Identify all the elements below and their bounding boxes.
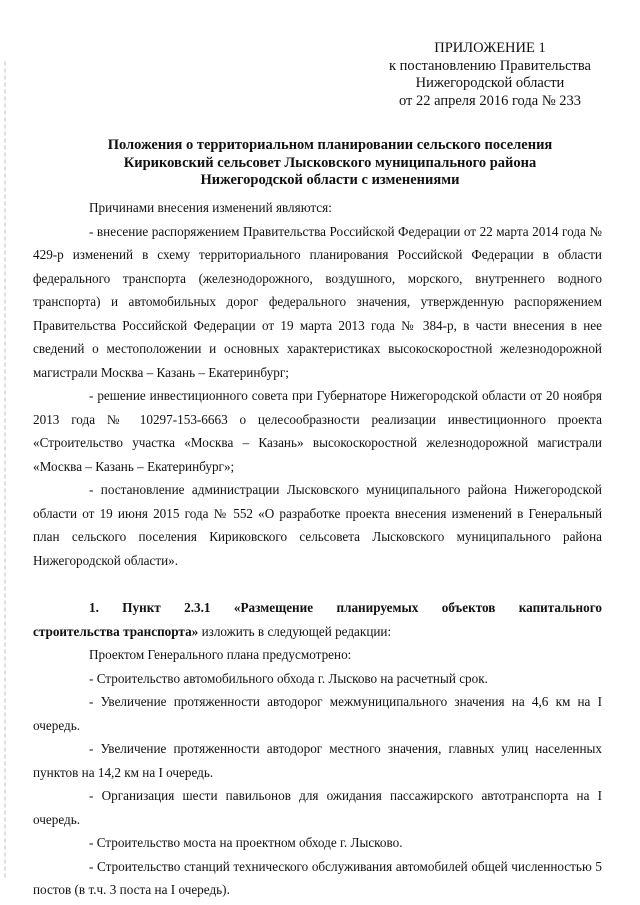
plan-item: - Увеличение протяженности автодорог межмуниципального значения на 4,6 км на I очередь. [33,694,602,733]
appendix-resolution: к постановлению Правительства [389,57,591,74]
intro-item-1: - внесение распоряжением Правительства Российской Федерации от 22 марта 2014 года № 429-р изменений в схему территориального планирования Российской Федерации в области федерального транспорта (железнодорожного, воздушного, морского, внутреннего водного транспорта) и автомобильных дорог федерального значения, утвержденную распоряжением Правительства Российской Федерации от 19 марта 2013 года № 384-р, в части внесения в нее сведений о местоположении и основных характеристиках высокоскоростной железнодорожной магистрали Москва – Казань – Екатеринбург; [33,223,602,380]
appendix-header [370,40,610,110]
clause-word: капитального [518,600,602,615]
clause-word: Пункт [122,600,161,615]
document-body [33,196,602,902]
document-title [60,137,600,190]
appendix-title: ПРИЛОЖЕНИЕ 1 [434,40,546,56]
clause-bold-cont: строительства транспорта» [33,623,199,639]
plan-item: - Строительство моста на проектном обходе г. Лысково. [89,835,403,850]
intro-lead: Причинами внесения изменений являются: [89,200,332,215]
clause-word: «Размещение [233,600,314,615]
clause-word: объектов [441,600,496,615]
scan-margin-dots [4,60,6,880]
clause-ref: 2.3.1 [184,600,211,615]
plan-item: - Организация шести павильонов для ожидания пассажирского автотранспорта на I очередь. [33,788,602,827]
intro-item-2: - решение инвестиционного совета при Губернаторе Нижегородской области от 20 ноября 2013 года № 10297-153-6663 о целесообразности реализации инвестиционного проекта «Строительство участка «Москва – Казань» высокоскоростной железнодорожной магистрали «Москва – Казань – Екатеринбург»; [33,388,602,474]
title-line-2: Кириковский сельсовет Лысковского муниципального района [123,154,537,171]
clause-cont: изложить в следующей редакции: [198,623,392,639]
appendix-date: от 22 апреля 2016 года № 233 [398,92,582,109]
plan-item: - Увеличение протяженности автодорог местного значения, главных улиц населенных пунктов на 14,2 км на I очередь. [33,741,602,780]
clause-number: 1. [89,600,99,615]
title-line-3: Нижегородской области с изменениями [200,172,460,188]
plan-item: - Строительство автомобильного обхода г. Лысково на расчетный срок. [89,670,488,686]
plan-lead: Проектом Генерального плана предусмотрено: [89,647,352,662]
plan-item: - Строительство станций технического обслуживания автомобилей общей численностью 5 постов (в т.ч. 3 поста на I очередь). [33,858,602,897]
intro-item-3: - постановление администрации Лысковского муниципального района Нижегородской области от 19 июня 2015 года № 552 «О разработке проекта внесения изменений в Генеральный план сельского поселения Кириковского сельсовета Лысковского муниципального района Нижегородской области». [33,482,602,568]
appendix-region: Нижегородской области [415,75,565,91]
title-line-1: Положения о территориальном планировании сельского поселения [107,137,553,153]
clause-continuation [33,620,602,644]
clause-word: планируемых [336,600,419,615]
clause-heading [33,596,602,620]
